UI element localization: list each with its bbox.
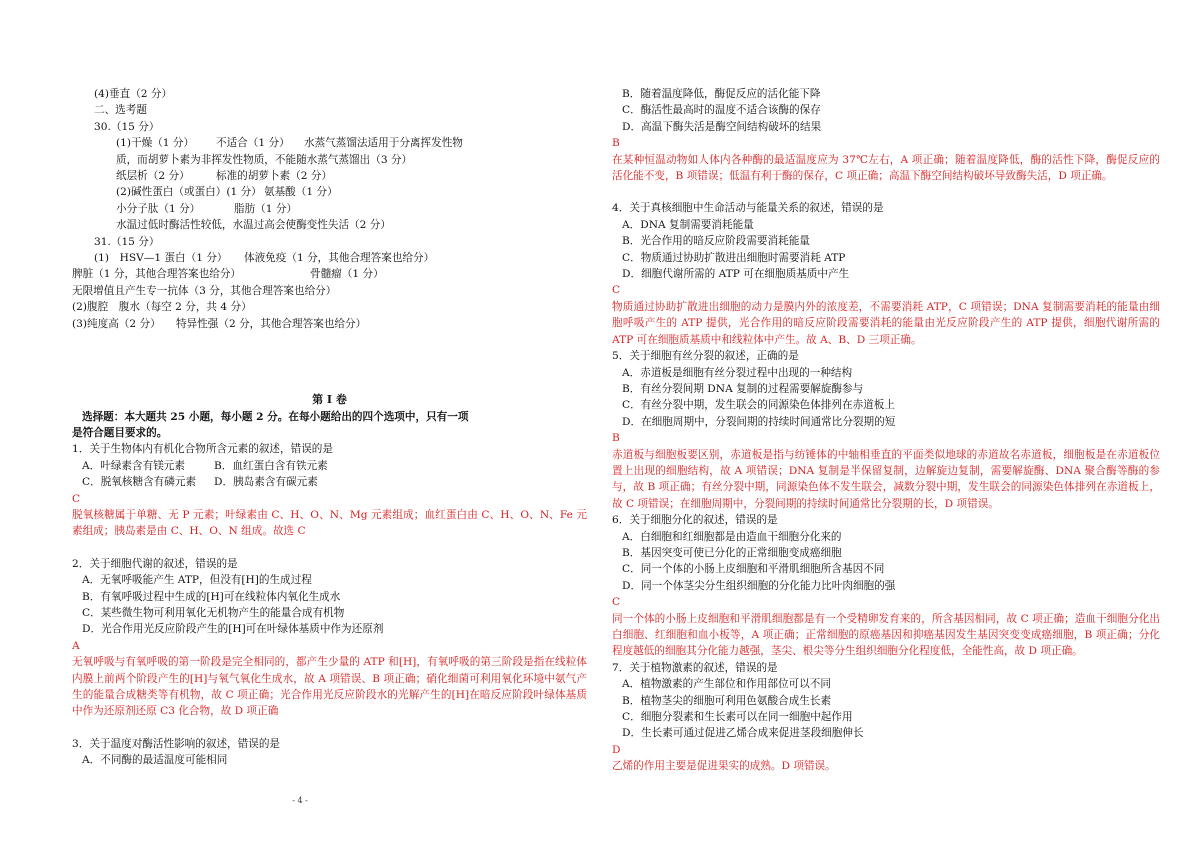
- answer-line: (3)纯度高（2 分） 特异性强（2 分，其他合理答案也给分）: [72, 317, 367, 330]
- question-option: A．白细胞和红细胞都是由造血干细胞分化来的: [622, 530, 842, 543]
- instructions: 选择题：本大题共 25 小题，每小题 2 分。在每小题给出的四个选项中，只有一项: [82, 410, 469, 423]
- right-column: [612, 86, 1160, 775]
- answer-line: (1)干燥（1 分） 不适合（1 分） 水蒸气蒸馏法适用于分离挥发性物: [116, 137, 463, 150]
- question-stem: 1．关于生物体内有机化合物所含元素的叙述，错误的是: [72, 443, 333, 456]
- answer-line: (1) HSV—1 蛋白（1 分） 体液免疫（1 分，其他合理答案也给分）: [94, 252, 435, 265]
- answer-line: 水温过低时酶活性较低，水温过高会使酶变性失活（2 分）: [116, 219, 391, 232]
- left-column: [72, 86, 587, 769]
- question-option: C．细胞分裂素和生长素可以在同一细胞中起作用: [622, 711, 853, 724]
- question-option: D．生长素可通过促进乙烯合成来促进茎段细胞伸长: [622, 727, 864, 740]
- question-option: D．光合作用光反应阶段产生的[H]可在叶绿体基质中作为还原剂: [82, 623, 384, 636]
- question-option: B．光合作用的暗反应阶段需要消耗能量: [622, 235, 810, 248]
- question-option: B．有丝分裂间期 DNA 复制的过程需要解旋酶参与: [622, 382, 864, 395]
- answer-line: 30.（15 分）: [94, 120, 160, 133]
- question-option: D．同一个体茎尖分生组织细胞的分化能力比叶肉细胞的强: [622, 579, 896, 592]
- answer-line: 纸层析（2 分） 标准的胡萝卜素（2 分）: [116, 170, 333, 183]
- question-option: D．细胞代谢所需的 ATP 可在细胞质基质中产生: [622, 268, 850, 281]
- answer-explanation: 同一个体的小肠上皮细胞和平滑肌细胞都是有一个受精卵发育来的，所含基因相同，故 C 项正确；造血干细胞分化出白细胞、红细胞和血小板等，A 项正确；正常细胞的原癌基因和抑癌基因发生基因突变变成癌细胞，B 项正确；分化程度越低的细胞其分化能力越强，茎尖、根尖等分生组织细胞分化程度低，全能性高，故 D 项正确。: [612, 612, 1160, 658]
- question-option: B．基因突变可使已分化的正常细胞变成癌细胞: [622, 546, 842, 559]
- question-option: C．有丝分裂中期，发生联会的同源染色体排列在赤道板上: [622, 399, 895, 412]
- question-option: B．随着温度降低，酶促反应的活化能下降: [622, 88, 821, 100]
- answer-explanation: 乙烯的作用主要是促进果实的成熟。D 项错误。: [612, 760, 836, 773]
- answer-explanation: 物质通过协助扩散进出细胞的动力是膜内外的浓度差，不需要消耗 ATP，C 项错误；DNA 复制需要消耗的能量由细胞呼吸产生的 ATP 提供，光合作用的暗反应阶段需要消耗的能量由光反应阶段产生的 ATP 提供，细胞代谢所需的 ATP 可在细胞质基质中和线粒体中产生。故 A、B、D 三项正确。: [612, 300, 1160, 346]
- question-option: D．高温下酶失活是酶空间结构破坏的结果: [622, 120, 822, 133]
- answer-explanation: 赤道板与细胞板要区别，赤道板是指与纺锤体的中轴相垂直的平面类似地球的赤道故名赤道板，细胞板是在赤道板位置上出现的细胞结构，故 A 项错误；DNA 复制是半保留复制，边解旋边复制，需要解旋酶、DNA 聚合酶等酶的参与，故 B 项正确；有丝分裂中期，同源染色体不发生联会，减数分裂中期，发生联会的同源染色体排列在赤道板上，故 C 项错误；在细胞周期中，分裂间期的持续时间通常比分裂期的长，D 项错误。: [612, 448, 1160, 510]
- answer-key: D: [612, 743, 621, 756]
- answer-line: (2)碱性蛋白（或蛋白）(1 分） 氨基酸（1 分）: [116, 186, 338, 199]
- question-option: C．某些微生物可利用氧化无机物产生的能量合成有机物: [82, 606, 345, 619]
- answer-explanation: 无氧呼吸与有氧呼吸的第一阶段是完全相同的，都产生少量的 ATP 和[H]，有氧呼吸的第三阶段是指在线粒体内膜上前两个阶段产生的[H]与氧气氧化生成水，故 A 项错误、B 项正确；硝化细菌可利用氧化环境中氨气产生的能量合成糖类等有机物，故 C 项正确；光合作用光反应阶段水的光解产生的[H]在暗反应阶段叶绿体基质中作为还原剂还原 C3 化合物，故 D 项正确: [72, 656, 587, 718]
- answer-line: 二、选考题: [94, 104, 147, 117]
- question-option: C．同一个体的小肠上皮细胞和平滑肌细胞所含基因不同: [622, 563, 885, 576]
- answer-explanation: 在某种恒温动物如人体内各种酶的最适温度应为 37℃左右，A 项正确；随着温度降低，酶的活性下降，酶促反应的活化能不变，B 项错误；低温有利于酶的保存，C 项正确；高温下酶空间结构破坏导致酶失活，D 项正确。: [612, 153, 1160, 183]
- answer-line: (4)垂直（2 分）: [94, 88, 173, 100]
- question-options: A．叶绿素含有镁元素 B．血红蛋白含有铁元素: [82, 459, 328, 472]
- question-option: B．有氧呼吸过程中生成的[H]可在线粒体内氧化生成水: [82, 590, 341, 603]
- answer-line: 质，而胡萝卜素为非挥发性物质，不能随水蒸气蒸馏出（3 分）: [116, 153, 413, 166]
- page-number: - 4 -: [292, 796, 308, 805]
- answer-line: (2)腹腔 腹水（每空 2 分，共 4 分）: [72, 301, 252, 314]
- question-option: A．植物激素的产生部位和作用部位可以不同: [622, 678, 831, 691]
- question-option: A．无氧呼吸能产生 ATP，但没有[H]的生成过程: [82, 574, 312, 587]
- question-option: D．在细胞周期中，分裂间期的持续时间通常比分裂期的短: [622, 415, 896, 428]
- question-stem: 6．关于细胞分化的叙述，错误的是: [612, 514, 778, 527]
- question-stem: 4．关于真核细胞中生命活动与能量关系的叙述，错误的是: [612, 202, 884, 215]
- question-option: B．植物茎尖的细胞可利用色氨酸合成生长素: [622, 694, 832, 707]
- answer-key: C: [72, 492, 81, 505]
- question-stem: 7．关于植物激素的叙述，错误的是: [612, 661, 778, 674]
- answer-line: 31.（15 分）: [94, 235, 160, 248]
- question-option: A．不同酶的最适温度可能相同: [82, 754, 228, 767]
- answer-explanation: 脱氧核糖属于单糖、无 P 元素；叶绿素由 C、H、O、N、Mg 元素组成；血红蛋白由 C、H、O、N、Fe 元素组成；胰岛素是由 C、H、O、N 组成。故选 C: [72, 508, 587, 538]
- question-options: C．脱氧核糖含有磷元素 D．胰岛素含有碳元素: [82, 476, 318, 489]
- answer-key: B: [612, 137, 620, 150]
- question-stem: 3．关于温度对酶活性影响的叙述，错误的是: [72, 737, 281, 750]
- question-stem: 2．关于细胞代谢的叙述，错误的是: [72, 557, 238, 570]
- answer-key: C: [612, 596, 621, 609]
- question-option: C．物质通过协助扩散进出细胞时需要消耗 ATP: [622, 251, 846, 264]
- question-option: A．DNA 复制需要消耗能量: [622, 218, 754, 231]
- answer-key: C: [612, 284, 621, 297]
- instructions: 是符合题目要求的。: [72, 426, 168, 439]
- question-option: A．赤道板是细胞有丝分裂过程中出现的一种结构: [622, 366, 853, 379]
- answer-line: 无限增值且产生专一抗体（3 分，其他合理答案也给分）: [72, 284, 337, 297]
- answer-line: 小分子肽（1 分） 脂肪（1 分）: [116, 202, 298, 215]
- question-stem: 5．关于细胞有丝分裂的叙述，正确的是: [612, 350, 799, 363]
- answer-key: B: [612, 432, 620, 445]
- question-option: C．酶活性最高时的温度不适合该酶的保存: [622, 104, 821, 117]
- answer-line: 脾脏（1 分，其他合理答案也给分） 骨髓瘤（1 分）: [72, 268, 384, 281]
- answer-key: A: [72, 639, 80, 652]
- section-title: 第 I 卷: [312, 393, 347, 407]
